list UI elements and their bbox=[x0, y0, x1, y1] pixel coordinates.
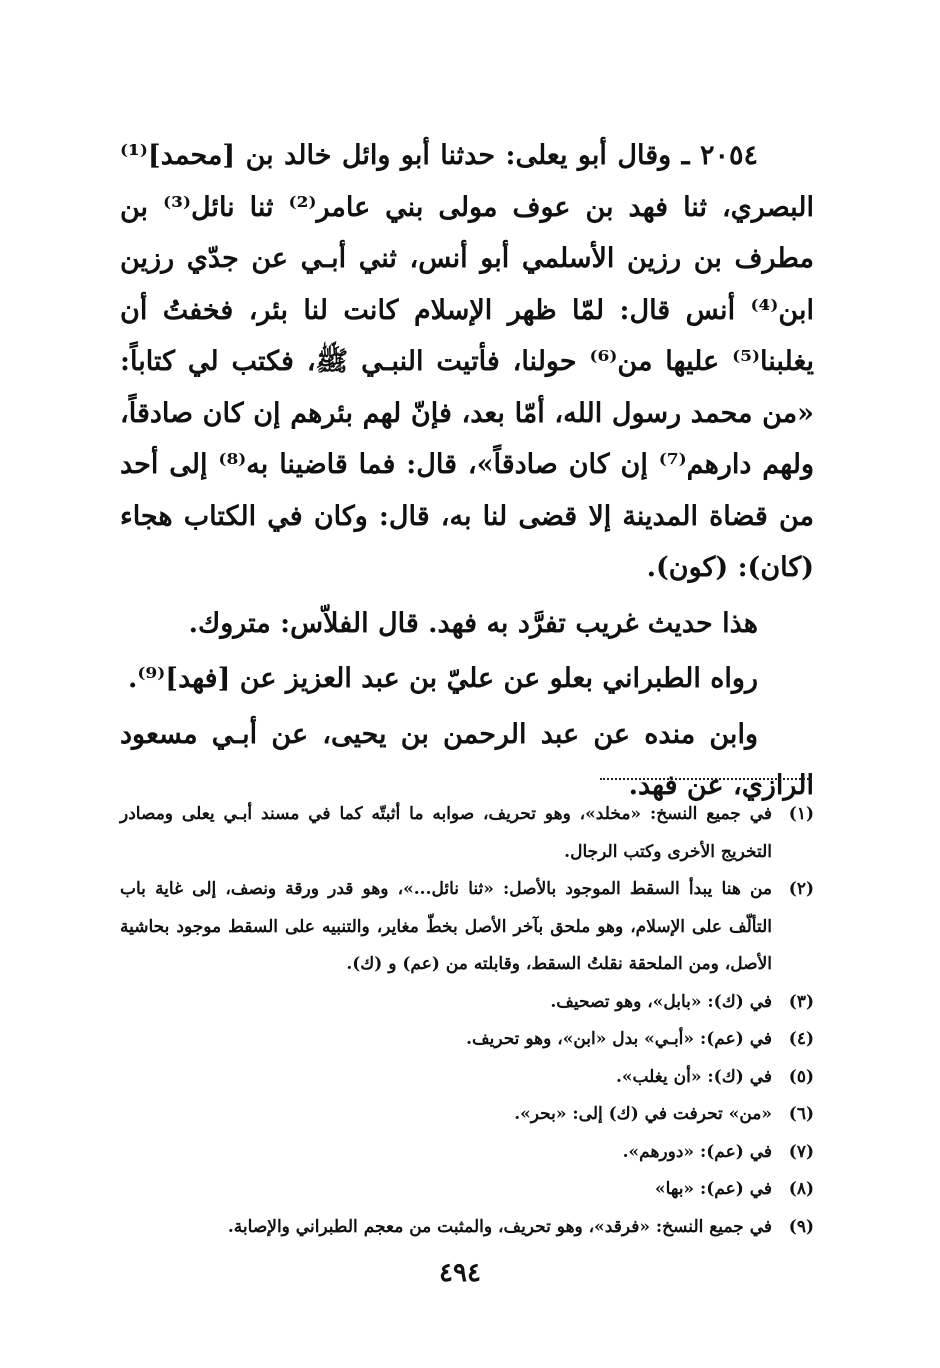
footnote-item bbox=[120, 1059, 814, 1097]
footnote-separator bbox=[600, 764, 812, 780]
footnote-item bbox=[120, 1021, 814, 1059]
footnote-text: في (عم): «بها» bbox=[655, 1179, 772, 1199]
footnote-text: «من» تحرفت في (ك) إلى: «بحر». bbox=[514, 1104, 772, 1124]
footnote-item bbox=[120, 796, 814, 871]
main-text bbox=[120, 130, 814, 812]
footnote-text: في (ك): «بابل»، وهو تصحيف. bbox=[550, 991, 772, 1012]
footnote-text: في (عم): «أبـي» بدل «ابن»، وهو تحريف. bbox=[466, 1029, 772, 1049]
footnote-text: في (ك): «أن يغلب». bbox=[615, 1066, 772, 1087]
footnote-item bbox=[120, 871, 814, 984]
footnote-item bbox=[120, 1209, 814, 1247]
footnote-text: في جميع النسخ: «مخلد»، وهو تحريف، صوابه ما أثبتّه كما في مسند أبـي يعلى ومصادر التخريج الأخرى وكتب الرجال. bbox=[120, 804, 772, 862]
footnote-number: (٥) bbox=[788, 1066, 814, 1087]
footnote-item bbox=[120, 1096, 814, 1134]
footnote-number: (١) bbox=[788, 804, 814, 824]
narration-paragraph: رواه الطبراني بعلو عن عليّ بن عبد العزيز عن [فهد]⁽⁹⁾. bbox=[127, 663, 758, 694]
hadith-paragraph: ٢٠٥٤ ـ وقال أبو يعلى: حدثنا أبو وائل خالد بن [محمد]⁽¹⁾ البصري، ثنا فهد بن عوف مولى بني عامر⁽²⁾ ثنا نائل⁽³⁾ بن مطرف بن رزين الأسلمي أبو أنس، ثني أبـي عن جدّي رزين ابن⁽⁴⁾ أنس قال: لمّا ظهر الإسلام كانت لنا بئر، فخفتُ أن يغلبنا⁽⁵⁾ عليها من⁽⁶⁾ حولنا، فأتيت النبـي ﷺ، فكتب لي كتاباً: «من محمد رسول الله، أمّا بعد، فإنّ لهم بئرهم إن كان صادقاً، ولهم دارهم⁽⁷⁾ إن كان صادقاً»، قال: فما قاضينا به⁽⁸⁾ إلى أحد من قضاة المدينة إلا قضى لنا به، قال: وكان في الكتاب هجاء (كان): (كون). bbox=[120, 140, 814, 583]
source-paragraph: وابن منده عن عبد الرحمن بن يحيى، عن أبـي مسعود الرازي، عن فهد. bbox=[120, 718, 814, 801]
footnote-text: في (عم): «دورهم». bbox=[622, 1141, 772, 1162]
footnote-number: (٦) bbox=[788, 1104, 814, 1124]
footnote-number: (٤) bbox=[788, 1029, 814, 1049]
footnote-number: (٨) bbox=[788, 1179, 814, 1199]
footnote-text: في جميع النسخ: «فرقد»، وهو تحريف، والمثبت من معجم الطبراني والإصابة. bbox=[227, 1216, 772, 1237]
grading-paragraph: هذا حديث غريب تفرَّد به فهد. قال الفلاّس: متروك. bbox=[188, 607, 758, 639]
page-number: ٤٩٤ bbox=[439, 1258, 481, 1288]
footnotes bbox=[120, 796, 814, 1246]
footnote-item bbox=[120, 1134, 814, 1172]
footnote-number: (٣) bbox=[788, 991, 814, 1012]
footnote-text: من هنا يبدأ السقط الموجود بالأصل: «ثنا نائل...»، وهو قدر ورقة ونصف، إلى غاية باب التألّف على الإسلام، وهو ملحق بآخر الأصل بخطّ مغاير، والتنبيه على السقط موجود بحاشية الأصل، ومن الملحقة نقلتُ السقط، وقابلته من (عم) و (ك). bbox=[120, 879, 772, 974]
footnote-item bbox=[120, 1171, 814, 1209]
footnote-item bbox=[120, 984, 814, 1022]
footnote-number: (٢) bbox=[788, 879, 814, 899]
footnote-number: (٧) bbox=[788, 1141, 814, 1162]
footnote-number: (٩) bbox=[788, 1216, 814, 1237]
